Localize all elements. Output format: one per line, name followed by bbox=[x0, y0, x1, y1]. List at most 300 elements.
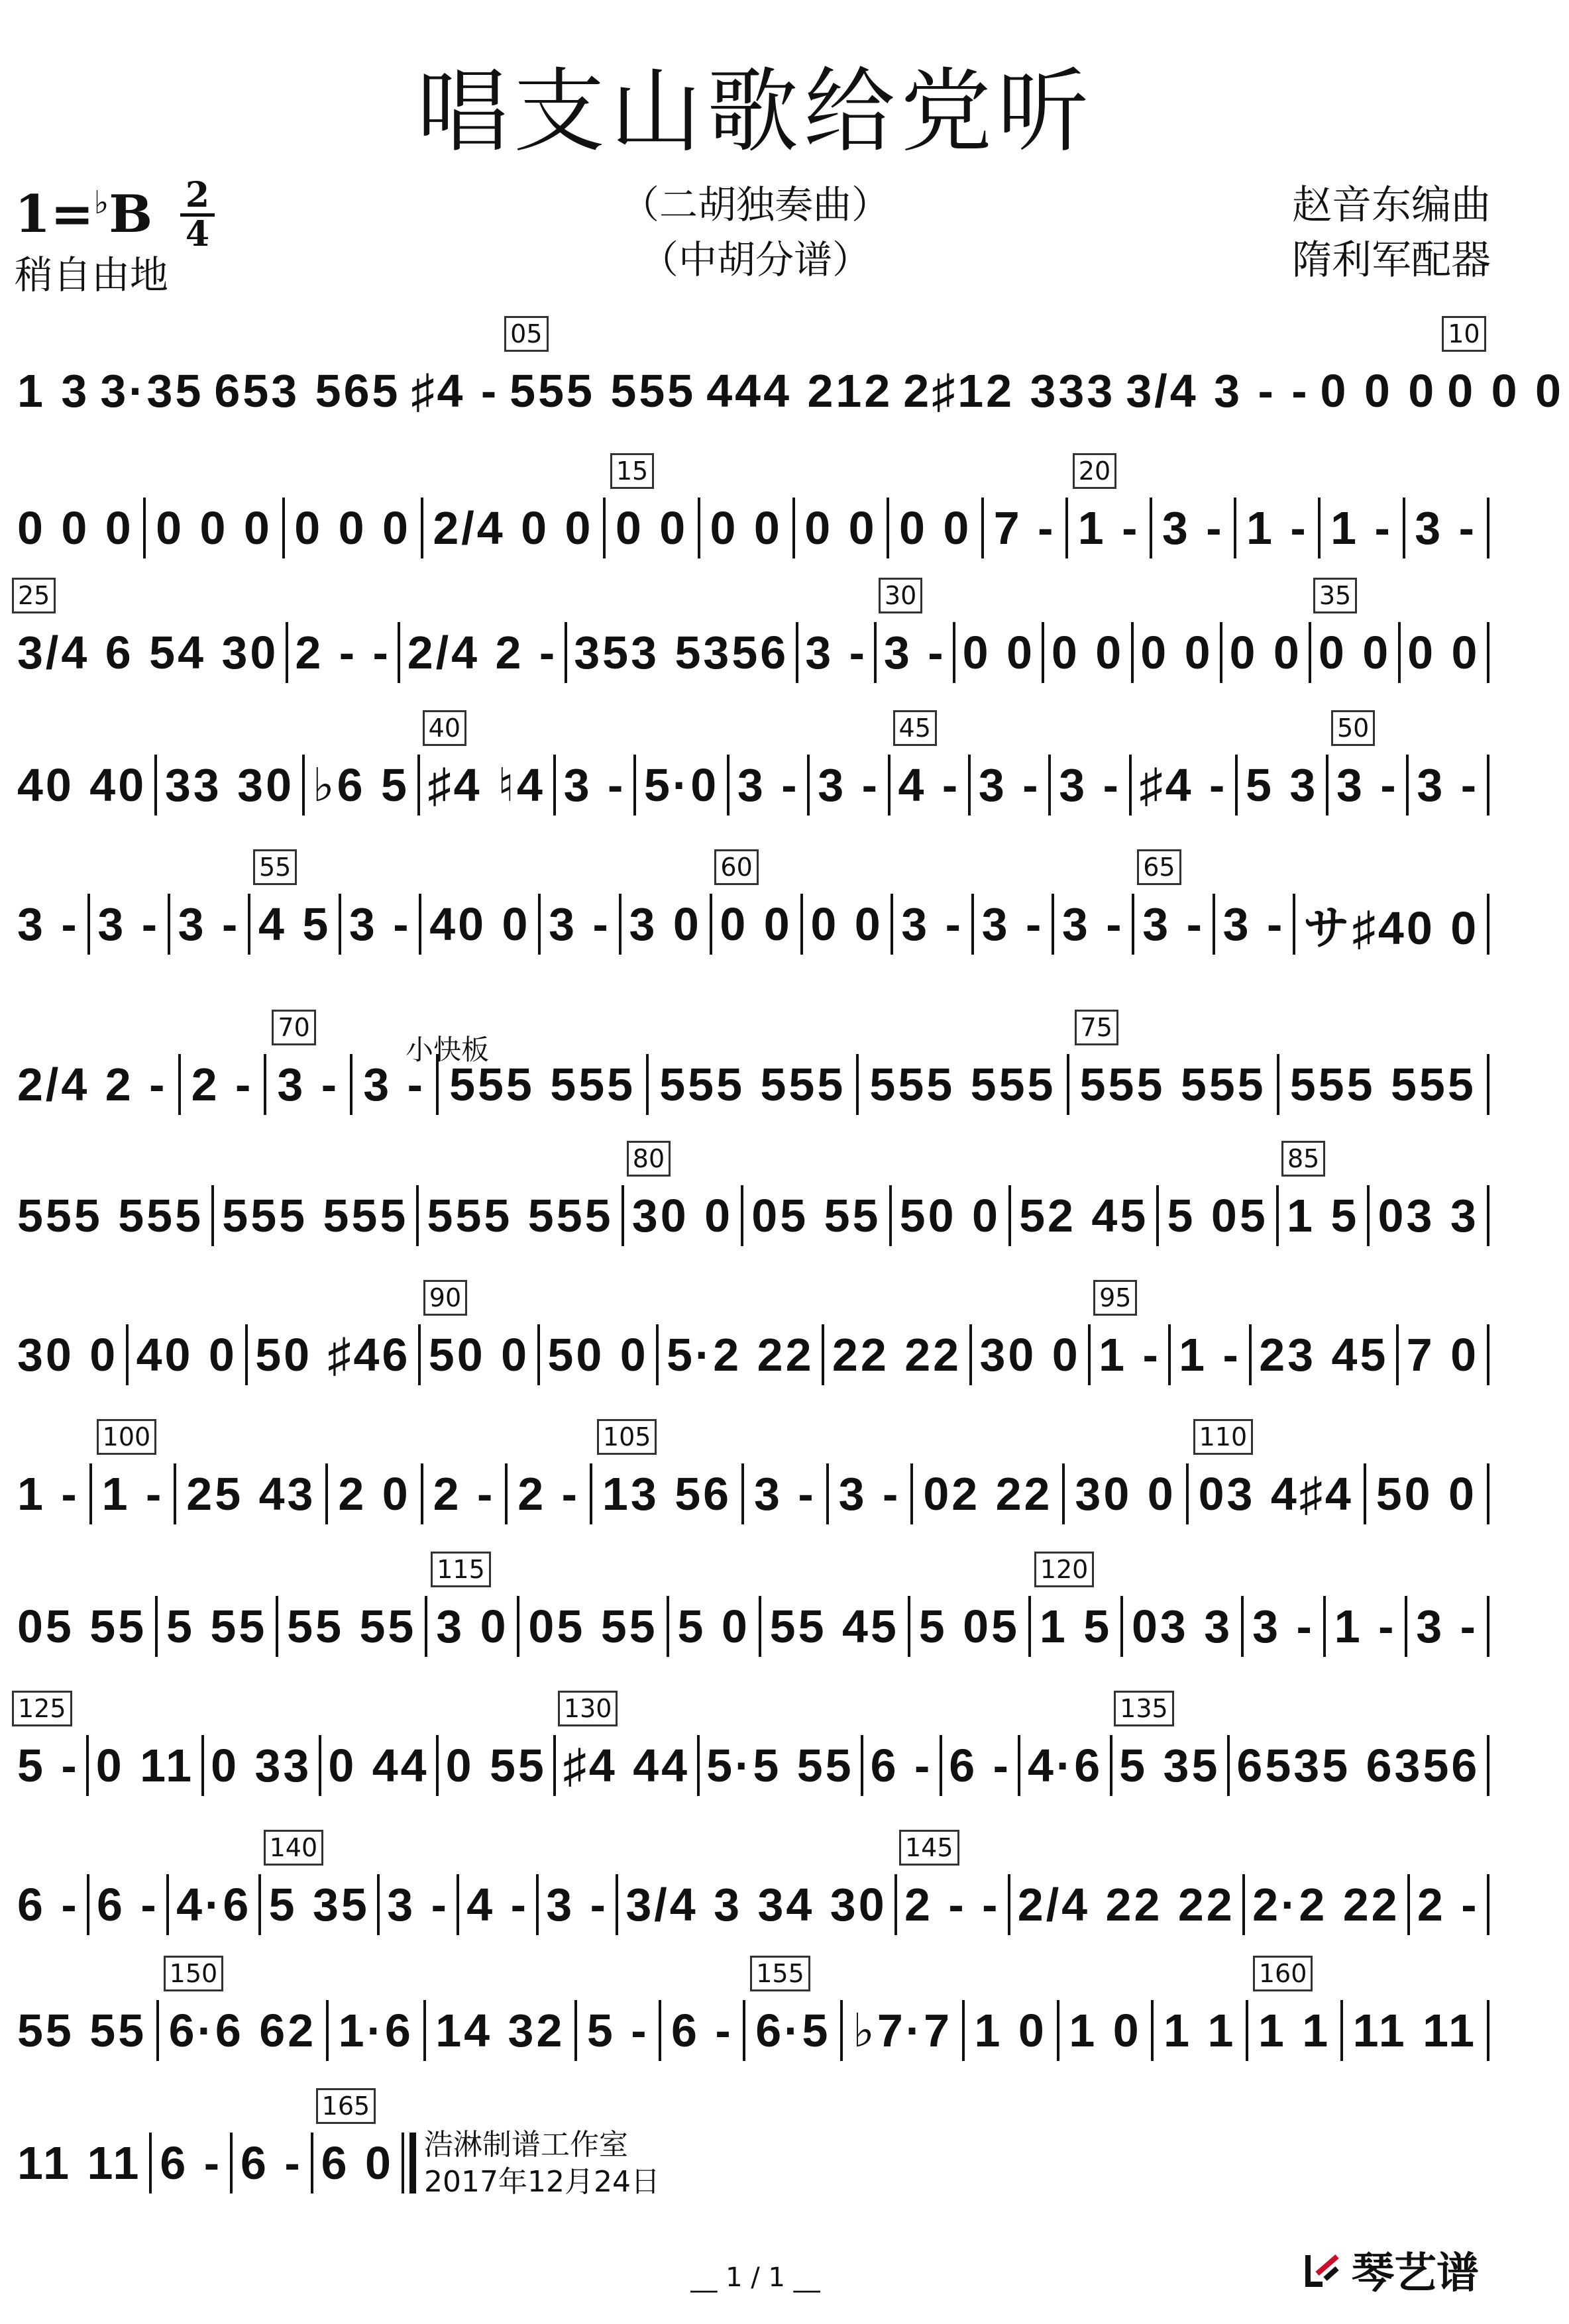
measure: 1 - bbox=[1334, 1601, 1397, 1652]
measure-number: 35 bbox=[1313, 578, 1357, 613]
measure: 1 5 bbox=[1286, 1190, 1360, 1241]
measure: 0 0 bbox=[810, 898, 883, 950]
measure: 0 0 bbox=[710, 502, 783, 554]
subtitle-instrument: （二胡独奏曲） bbox=[620, 182, 890, 227]
measure-number: 40 bbox=[423, 710, 466, 746]
tempo-change-marking: 小快板 bbox=[406, 1033, 490, 1066]
measure: 444 212 bbox=[706, 365, 893, 417]
measure: 5 55 bbox=[166, 1601, 268, 1652]
barline bbox=[856, 1054, 859, 1115]
measure: 555 555 bbox=[427, 1190, 614, 1241]
measure: 555 555 bbox=[659, 1059, 846, 1110]
barline bbox=[565, 622, 567, 683]
measure: 40 40 bbox=[17, 759, 147, 811]
measure: 5 05 bbox=[918, 1601, 1020, 1652]
measure: 0 0 bbox=[1051, 627, 1124, 678]
barline bbox=[201, 1735, 204, 1796]
barline bbox=[889, 1185, 892, 1246]
measure: 50 ♯46 bbox=[255, 1329, 411, 1381]
measure: 5 05 bbox=[1167, 1190, 1268, 1241]
measure: 3 - bbox=[17, 898, 80, 950]
measure-number: 60 bbox=[714, 849, 758, 885]
barline bbox=[155, 1596, 158, 1657]
measure: 1 - bbox=[1077, 502, 1140, 554]
measure-number: 45 bbox=[893, 710, 937, 746]
measure: 4 5 bbox=[258, 898, 331, 950]
measure-number: 20 bbox=[1073, 453, 1116, 489]
measure: 6·5 bbox=[755, 2005, 831, 2056]
score-row bbox=[12, 853, 1489, 961]
measure: 3 - bbox=[549, 898, 611, 950]
measure: 25 43 bbox=[186, 1468, 316, 1520]
logo-text: 琴艺谱 bbox=[1352, 2249, 1479, 2298]
measure: 3 - bbox=[1142, 898, 1205, 950]
measure-number: 155 bbox=[750, 1956, 810, 1991]
barline bbox=[126, 1324, 129, 1385]
measure: 2/4 22 22 bbox=[1017, 1879, 1235, 1930]
barline bbox=[398, 622, 400, 683]
barline bbox=[1052, 894, 1054, 955]
barline bbox=[1293, 894, 1295, 955]
barline bbox=[622, 1185, 624, 1246]
measure: 05 55 bbox=[17, 1601, 147, 1652]
barline bbox=[1067, 1054, 1069, 1115]
barline bbox=[311, 2133, 313, 2193]
measure: 33 30 bbox=[164, 759, 294, 811]
measure-number: 135 bbox=[1114, 1691, 1174, 1726]
barline bbox=[574, 2000, 577, 2061]
measure: 50 0 bbox=[1376, 1468, 1477, 1520]
barline bbox=[421, 498, 423, 558]
measure: 50 0 bbox=[428, 1329, 530, 1381]
barline bbox=[425, 1596, 427, 1657]
score-row bbox=[12, 581, 1489, 689]
measure: ♯4 - bbox=[411, 365, 500, 417]
measure: 5 35 bbox=[1119, 1740, 1220, 1791]
key-note: B bbox=[109, 184, 153, 244]
barline bbox=[981, 498, 984, 558]
measure: 555 555 bbox=[1079, 1059, 1266, 1110]
measure: 2·2 22 bbox=[1252, 1879, 1400, 1930]
barline bbox=[419, 894, 421, 955]
barline bbox=[659, 2000, 661, 2061]
measure-number: 10 bbox=[1442, 316, 1486, 352]
barline bbox=[423, 2000, 426, 2061]
barline bbox=[710, 894, 712, 955]
barline bbox=[436, 1735, 439, 1796]
score-row bbox=[12, 2091, 416, 2199]
measure: 0 11 bbox=[95, 1740, 195, 1791]
measure: 3 - bbox=[178, 898, 241, 950]
barline bbox=[87, 1874, 89, 1935]
measure: 23 45 bbox=[1259, 1329, 1389, 1381]
measure: 5·5 55 bbox=[706, 1740, 854, 1791]
measure: 2 - bbox=[517, 1468, 580, 1520]
barline bbox=[840, 2000, 843, 2061]
barline bbox=[1398, 622, 1401, 683]
measure: 3 - bbox=[754, 1468, 816, 1520]
barline bbox=[1403, 498, 1405, 558]
measure: 1 - bbox=[1246, 502, 1309, 554]
barline bbox=[326, 2000, 329, 2061]
measure: 0 0 bbox=[898, 502, 972, 554]
barline bbox=[1249, 1324, 1252, 1385]
barline bbox=[1487, 622, 1489, 683]
barline bbox=[1065, 498, 1068, 558]
score-row bbox=[12, 1422, 1489, 1530]
barline bbox=[1186, 1463, 1189, 1524]
measure: 11 11 bbox=[17, 2137, 142, 2189]
barline bbox=[1129, 755, 1132, 816]
measure: 0 44 bbox=[328, 1740, 429, 1791]
barline bbox=[1277, 1054, 1279, 1115]
barline bbox=[697, 1735, 700, 1796]
measure-number: 95 bbox=[1093, 1280, 1137, 1316]
barline bbox=[1213, 894, 1215, 955]
barline bbox=[302, 755, 305, 816]
measure: 03 3 bbox=[1132, 1601, 1233, 1652]
barline bbox=[264, 1054, 266, 1115]
barline bbox=[339, 894, 341, 955]
measure: 3 - bbox=[1222, 898, 1285, 950]
barline bbox=[646, 1054, 649, 1115]
measure: 52 45 bbox=[1019, 1190, 1149, 1241]
measure: 4 - bbox=[898, 759, 961, 811]
barline bbox=[1364, 1463, 1366, 1524]
measure: 5·2 22 bbox=[667, 1329, 814, 1381]
measure: 1 5 bbox=[1039, 1601, 1112, 1652]
barline bbox=[245, 1324, 248, 1385]
barline bbox=[1131, 622, 1134, 683]
score-row bbox=[12, 456, 1489, 564]
measure: 3 - bbox=[978, 759, 1041, 811]
subtitle-part: （中胡分谱） bbox=[639, 237, 871, 282]
barline bbox=[969, 1324, 972, 1385]
barline bbox=[822, 1324, 824, 1385]
measure: 7 0 bbox=[1406, 1329, 1480, 1381]
measure: 0 0 bbox=[1140, 627, 1213, 678]
measure-number: 115 bbox=[431, 1552, 491, 1587]
barline bbox=[553, 755, 556, 816]
measure: 5·0 bbox=[644, 759, 720, 811]
measure: ♭7·7 bbox=[852, 2005, 953, 2056]
measure-number: 50 bbox=[1331, 710, 1375, 746]
barline bbox=[156, 2000, 159, 2061]
barline bbox=[1132, 894, 1134, 955]
barline bbox=[230, 2133, 233, 2193]
barline bbox=[1235, 755, 1238, 816]
barline bbox=[616, 1874, 618, 1935]
measure: 3 - bbox=[387, 1879, 449, 1930]
measure: 6 - bbox=[241, 2137, 303, 2189]
barline bbox=[800, 894, 803, 955]
measure-number: 105 bbox=[597, 1419, 657, 1455]
measure: 1 - bbox=[1099, 1329, 1161, 1381]
score-title: 唱支山歌给党听 bbox=[416, 58, 1094, 165]
measure-number: 145 bbox=[899, 1830, 959, 1866]
barline bbox=[282, 498, 285, 558]
measure: 5 - bbox=[586, 2005, 649, 2056]
barline bbox=[887, 498, 889, 558]
barline bbox=[1487, 1185, 1489, 1246]
measure: 3/4 3 - - bbox=[1126, 365, 1310, 417]
barline bbox=[1487, 1596, 1489, 1657]
measure: 6 - bbox=[870, 1740, 933, 1791]
barline bbox=[888, 755, 891, 816]
barline bbox=[319, 1735, 321, 1796]
barline bbox=[1487, 1735, 1489, 1796]
barline bbox=[656, 1324, 659, 1385]
site-logo bbox=[1303, 2239, 1479, 2300]
barline bbox=[590, 1463, 592, 1524]
measure: 55 45 bbox=[769, 1601, 899, 1652]
measure-number: 05 bbox=[504, 316, 548, 352]
page-number: __ 1 / 1 __ bbox=[690, 2262, 820, 2293]
measure-number: 125 bbox=[12, 1691, 72, 1726]
measure: サ♯40 0 bbox=[1303, 902, 1480, 954]
measure: 3 - bbox=[277, 1059, 340, 1110]
final-barline bbox=[402, 2133, 416, 2193]
barline bbox=[1326, 755, 1328, 816]
barline bbox=[417, 755, 420, 816]
measure: 6 - bbox=[949, 1740, 1011, 1791]
measure: 1 - bbox=[101, 1468, 164, 1520]
measure: 6 - bbox=[671, 2005, 733, 2056]
measure-number: 165 bbox=[316, 2088, 376, 2124]
barline bbox=[350, 1054, 352, 1115]
barline bbox=[792, 498, 795, 558]
measure: 30 0 bbox=[631, 1190, 733, 1241]
measure-number: 90 bbox=[423, 1280, 467, 1316]
measure: 6 - bbox=[17, 1879, 80, 1930]
measure-number: 130 bbox=[558, 1691, 618, 1726]
composer-credit: 赵音东编曲 bbox=[1292, 182, 1491, 229]
barline bbox=[377, 1874, 380, 1935]
measure: 1·6 bbox=[338, 2005, 413, 2056]
measure: 0 55 bbox=[445, 1740, 547, 1791]
measure: 05 55 bbox=[528, 1601, 658, 1652]
score-row bbox=[12, 713, 1489, 821]
barline bbox=[537, 1324, 540, 1385]
barline bbox=[457, 1874, 459, 1935]
barline bbox=[1110, 1735, 1112, 1796]
barline bbox=[1008, 1874, 1010, 1935]
measure-number: 150 bbox=[164, 1956, 224, 1991]
measure-number: 15 bbox=[610, 453, 654, 489]
meter-denominator: 4 bbox=[185, 214, 210, 254]
measure: 2 0 bbox=[338, 1468, 411, 1520]
barline bbox=[1487, 1463, 1489, 1524]
measure: 3 - bbox=[349, 898, 411, 950]
measure: 2/4 2 - bbox=[407, 627, 558, 678]
score-row bbox=[12, 1144, 1489, 1252]
measure: 6535 6356 bbox=[1236, 1740, 1480, 1791]
measure: 2 - - bbox=[295, 627, 391, 678]
barline bbox=[796, 622, 798, 683]
barline bbox=[87, 894, 90, 955]
measure: 0 0 bbox=[1407, 627, 1480, 678]
barline bbox=[1407, 1874, 1410, 1935]
measure: 6 0 bbox=[321, 2137, 394, 2189]
studio-credit bbox=[424, 2127, 660, 2201]
score-row bbox=[12, 1833, 1489, 1941]
measure: 30 0 bbox=[979, 1329, 1081, 1381]
barline bbox=[421, 1463, 423, 1524]
score-row bbox=[12, 319, 1564, 427]
measure: 1 1 bbox=[1258, 2005, 1331, 2056]
measure: 02 22 bbox=[923, 1468, 1053, 1520]
barline bbox=[603, 498, 606, 558]
measure: 0 0 0 bbox=[17, 502, 134, 554]
measure: 3 - bbox=[981, 898, 1044, 950]
barline bbox=[1057, 2000, 1059, 2061]
barline bbox=[1396, 1324, 1399, 1385]
barline bbox=[143, 498, 146, 558]
measure: 555 555 bbox=[869, 1059, 1056, 1110]
measure-number: 140 bbox=[264, 1830, 324, 1866]
measure: ♯4 - bbox=[1139, 759, 1228, 811]
measure: 40 0 bbox=[429, 898, 531, 950]
barline bbox=[1088, 1324, 1091, 1385]
measure: 2 - - bbox=[904, 1879, 1001, 1930]
measure: 4·6 bbox=[1027, 1740, 1103, 1791]
barline bbox=[86, 1735, 89, 1796]
meter-numerator: 2 bbox=[185, 175, 210, 215]
barline bbox=[1406, 755, 1409, 816]
measure: 05 55 bbox=[751, 1190, 881, 1241]
barline bbox=[698, 498, 700, 558]
barline bbox=[619, 894, 622, 955]
measure: 1 - bbox=[17, 1468, 80, 1520]
measure: 2 - bbox=[1417, 1879, 1480, 1930]
barline bbox=[1367, 1185, 1370, 1246]
measure: 13 56 bbox=[602, 1468, 732, 1520]
measure: 3 - bbox=[883, 627, 946, 678]
measure-number: 160 bbox=[1253, 1956, 1313, 1991]
barline bbox=[258, 1874, 261, 1935]
studio-date: 2017年12月24日 bbox=[424, 2165, 660, 2199]
barline bbox=[248, 894, 250, 955]
measure: 6 - bbox=[97, 1879, 159, 1930]
barline bbox=[741, 1185, 743, 1246]
measure: 3 - bbox=[363, 1059, 425, 1110]
measure: 2/4 0 0 bbox=[433, 502, 594, 554]
barline bbox=[1323, 1596, 1326, 1657]
measure: 3 0 bbox=[629, 898, 702, 950]
measure: 5 0 bbox=[677, 1601, 750, 1652]
measure: 55 55 bbox=[17, 2005, 147, 2056]
measure: 555 555 bbox=[17, 1190, 204, 1241]
measure: 6·6 62 bbox=[168, 2005, 317, 2056]
measure-number: 80 bbox=[627, 1141, 671, 1177]
measure: 0 0 bbox=[720, 898, 792, 950]
barline bbox=[536, 1874, 539, 1935]
measure: 0 0 bbox=[615, 502, 688, 554]
barline bbox=[741, 1463, 744, 1524]
barline bbox=[953, 622, 955, 683]
measure-number: 70 bbox=[272, 1010, 315, 1045]
barline bbox=[1241, 1596, 1244, 1657]
measure: 30 0 bbox=[1075, 1468, 1176, 1520]
measure-number: 65 bbox=[1137, 849, 1181, 885]
measure: 1 0 bbox=[1069, 2005, 1142, 2056]
measure: ♯4 ♮4 bbox=[427, 759, 545, 811]
measure: 14 32 bbox=[435, 2005, 565, 2056]
barline bbox=[971, 894, 974, 955]
barline bbox=[1168, 1324, 1171, 1385]
measure: 50 0 bbox=[547, 1329, 649, 1381]
measure: 1 3 bbox=[17, 365, 90, 417]
measure: 0 0 bbox=[962, 627, 1035, 678]
measure: 7 - bbox=[993, 502, 1056, 554]
barline bbox=[807, 755, 810, 816]
measure: 3 - bbox=[1061, 898, 1124, 950]
measure: 0 33 bbox=[211, 1740, 312, 1791]
measure: 555 555 bbox=[222, 1190, 409, 1241]
measure: 555 555 bbox=[1289, 1059, 1476, 1110]
measure-number: 85 bbox=[1281, 1141, 1325, 1177]
measure: 3 - bbox=[563, 759, 626, 811]
measure: 653 565 bbox=[214, 365, 401, 417]
measure: 0 0 bbox=[804, 502, 877, 554]
barline bbox=[538, 894, 541, 955]
score-row bbox=[12, 1694, 1489, 1802]
barline bbox=[1276, 1185, 1279, 1246]
barline bbox=[1156, 1185, 1159, 1246]
barline bbox=[416, 1185, 419, 1246]
measure: 2♯12 333 bbox=[903, 365, 1116, 417]
barline bbox=[1234, 498, 1236, 558]
barline bbox=[1487, 1054, 1489, 1115]
measure: 55 55 bbox=[287, 1601, 417, 1652]
measure: 6 - bbox=[160, 2137, 223, 2189]
measure-number: 75 bbox=[1075, 1010, 1118, 1045]
measure: 2/4 2 - bbox=[17, 1059, 168, 1110]
measure: 1 - bbox=[1179, 1329, 1241, 1381]
measure: 3 - bbox=[1162, 502, 1224, 554]
barline bbox=[1242, 1874, 1245, 1935]
barline bbox=[89, 1463, 92, 1524]
measure: 3 - bbox=[1336, 759, 1399, 811]
barline bbox=[1405, 1596, 1407, 1657]
barline bbox=[325, 1463, 328, 1524]
barline bbox=[908, 1596, 910, 1657]
barline bbox=[276, 1596, 278, 1657]
barline bbox=[968, 755, 971, 816]
score-row bbox=[12, 1283, 1489, 1391]
measure-number: 110 bbox=[1193, 1419, 1254, 1455]
measure: 0 0 bbox=[1318, 627, 1391, 678]
barline bbox=[166, 1874, 169, 1935]
measure: 22 22 bbox=[832, 1329, 962, 1381]
measure: 4·6 bbox=[176, 1879, 252, 1930]
barline bbox=[667, 1596, 669, 1657]
measure: 4 - bbox=[466, 1879, 529, 1930]
barline bbox=[1487, 755, 1489, 816]
barline bbox=[1487, 498, 1489, 558]
measure: 11 11 bbox=[1352, 2005, 1478, 2056]
barline bbox=[1309, 622, 1311, 683]
measure: 03 4♯4 bbox=[1198, 1468, 1354, 1520]
measure: 353 5356 bbox=[574, 627, 789, 678]
barline bbox=[211, 1185, 214, 1246]
score-row bbox=[12, 1959, 1489, 2067]
barline bbox=[727, 755, 730, 816]
barline bbox=[1042, 622, 1044, 683]
barline bbox=[1487, 894, 1489, 955]
measure: 40 0 bbox=[136, 1329, 237, 1381]
barline bbox=[286, 622, 288, 683]
